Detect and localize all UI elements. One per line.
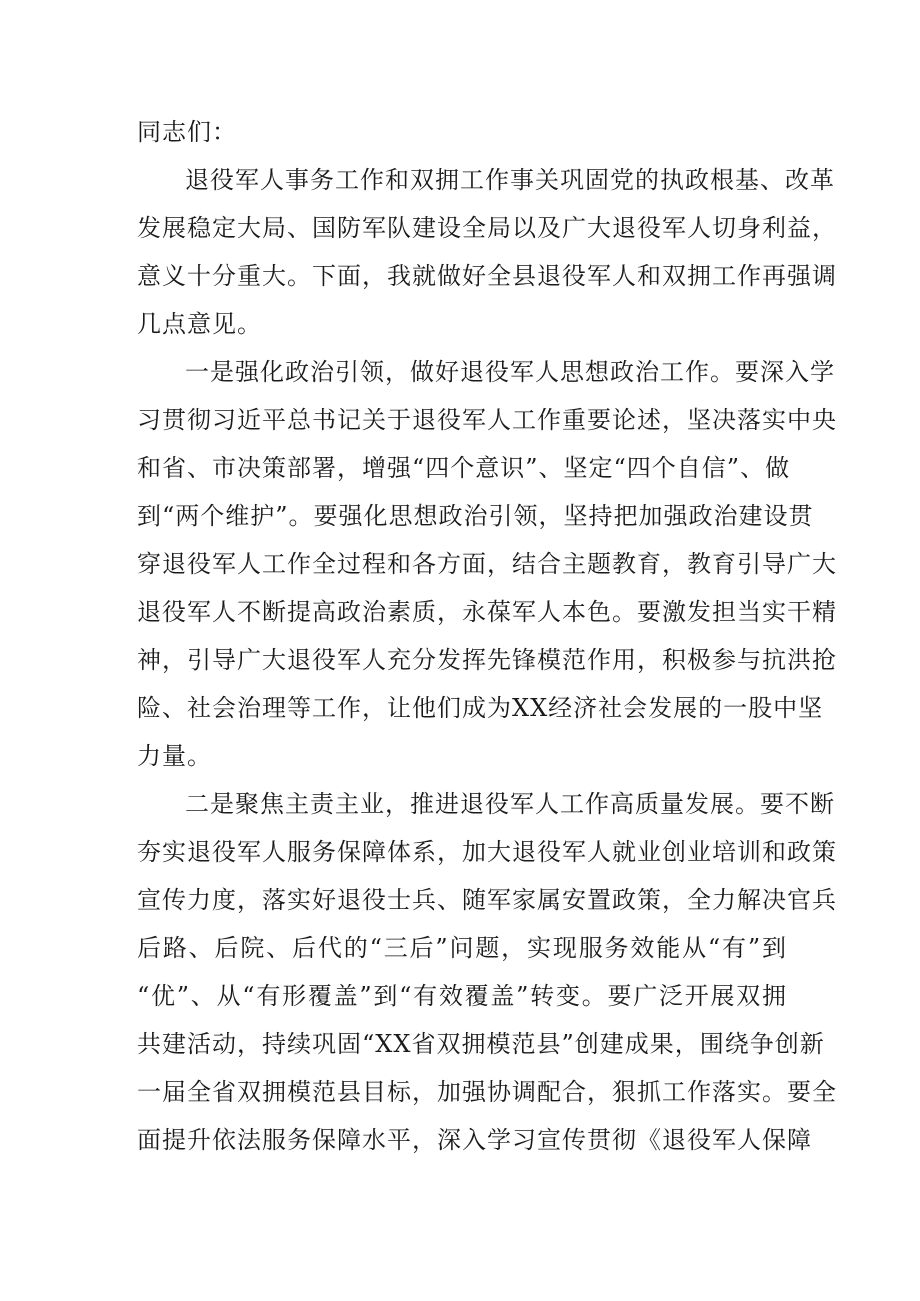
paragraph-line: 发展稳定大局、国防军队建设全局以及广大退役军人切身利益， (137, 214, 837, 242)
paragraph-line: 神，引导广大退役军人充分发挥先锋模范作用，积极参与抗洪抢 (137, 646, 837, 674)
paragraph-1 (137, 160, 837, 352)
paragraph-line: 退役军人事务工作和双拥工作事关巩固党的执政根基、改革 (185, 166, 835, 194)
paragraph-line: 意义十分重大。下面，我就做好全县退役军人和双拥工作再强调 (137, 262, 837, 290)
paragraph-line: 一是强化政治引领，做好退役军人思想政治工作。要深入学 (185, 358, 835, 386)
document-body (137, 112, 837, 1168)
paragraph-line: 退役军人不断提高政治素质，永葆军人本色。要激发担当实干精 (137, 598, 837, 626)
paragraph-line: “优”、从“有形覆盖”到“有效覆盖”转变。要广泛开展双拥 (137, 982, 787, 1010)
paragraph-line: 共建活动，持续巩固“XX省双拥模范县”创建成果，围绕争创新 (137, 1030, 825, 1058)
paragraph-line: 夯实退役军人服务保障体系，加大退役军人就业创业培训和政策 (137, 838, 837, 866)
paragraph-2 (137, 352, 837, 784)
paragraph-line: 面提升依法服务保障水平，深入学习宣传贯彻《退役军人保障 (137, 1126, 812, 1154)
paragraph-line: 穿退役军人工作全过程和各方面，结合主题教育，教育引导广大 (137, 550, 837, 578)
paragraph-line: 险、社会治理等工作，让他们成为XX经济社会发展的一股中坚 (137, 694, 824, 722)
paragraph-line: 几点意见。 (137, 310, 262, 338)
paragraph-line: 宣传力度，落实好退役士兵、随军家属安置政策，全力解决官兵 (137, 886, 837, 914)
paragraph-line: 习贯彻习近平总书记关于退役军人工作重要论述，坚决落实中央 (137, 406, 837, 434)
paragraph-line: 和省、市决策部署，增强“四个意识”、坚定“四个自信”、做 (137, 454, 791, 482)
salutation: 同志们： (137, 118, 237, 146)
paragraph-line: 二是聚焦主责主业，推进退役军人工作高质量发展。要不断 (185, 790, 835, 818)
paragraph-line: 到“两个维护”。要强化思想政治引领，坚持把加强政治建设贯 (137, 502, 814, 530)
paragraph-line: 后路、后院、后代的“三后”问题，实现服务效能从“有”到 (137, 934, 787, 962)
paragraph-3 (137, 784, 837, 1168)
paragraph-line: 一届全省双拥模范县目标，加强协调配合，狠抓工作落实。要全 (137, 1078, 837, 1106)
paragraph-line: 力量。 (137, 742, 212, 770)
